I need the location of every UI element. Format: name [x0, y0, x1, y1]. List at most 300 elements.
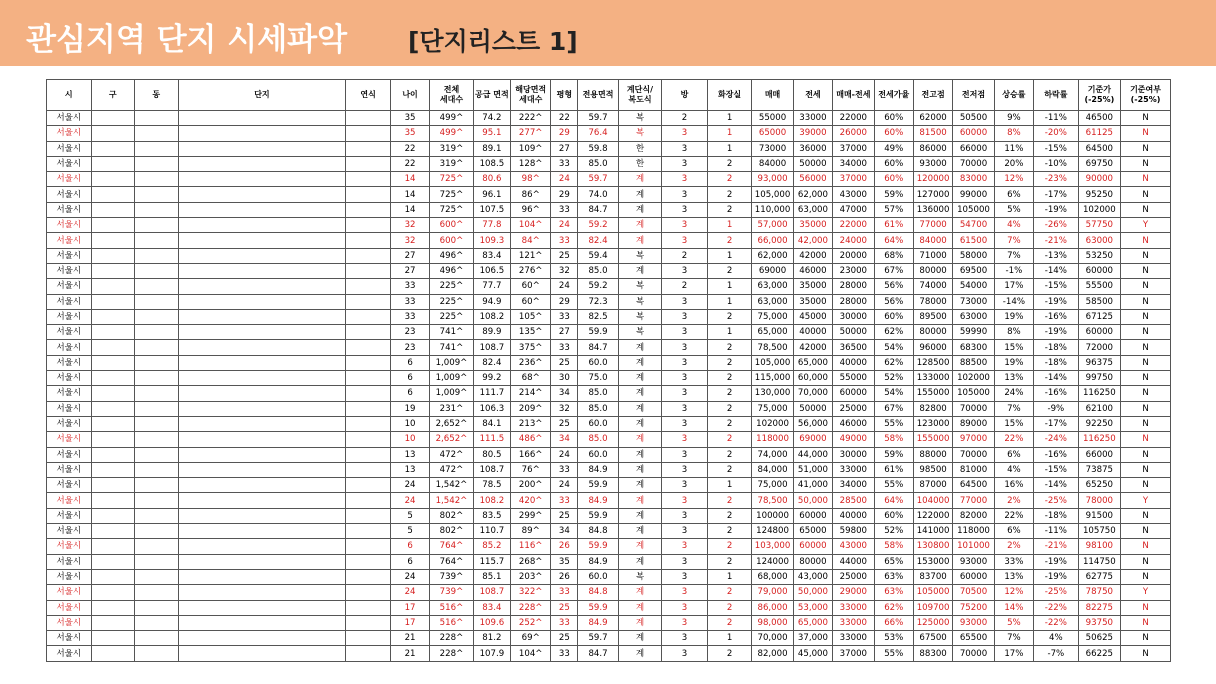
table-cell: [91, 646, 135, 661]
table-cell: 16%: [994, 478, 1033, 493]
column-header: 전용면적: [578, 80, 618, 111]
table-cell: 76.4: [578, 126, 618, 141]
table-cell: 74000: [913, 279, 952, 294]
table-cell: 85.0: [578, 432, 618, 447]
table-cell: 77000: [953, 493, 994, 508]
table-cell: 66,000: [752, 233, 793, 248]
table-cell: N: [1121, 325, 1171, 340]
table-cell: [91, 248, 135, 263]
table-cell: 37000: [833, 141, 874, 156]
table-cell: 108.7: [473, 340, 510, 355]
table-cell: 30000: [833, 447, 874, 462]
table-cell: 57750: [1078, 218, 1120, 233]
table-row: [47, 462, 1171, 477]
table-row: [47, 646, 1171, 661]
table-cell: 97000: [953, 432, 994, 447]
table-cell: 65,000: [752, 325, 793, 340]
table-cell: 2%: [994, 539, 1033, 554]
table-cell: 60000: [1078, 263, 1120, 278]
table-cell: 23: [390, 340, 429, 355]
table-cell: 108.2: [473, 493, 510, 508]
table-cell: 서울시: [47, 432, 92, 447]
table-cell: 70,000: [752, 631, 793, 646]
table-cell: [91, 508, 135, 523]
table-cell: 43,000: [793, 569, 832, 584]
table-cell: 136000: [913, 202, 952, 217]
table-cell: [135, 478, 179, 493]
table-row: [47, 340, 1171, 355]
column-header: 계단식/ 복도식: [618, 80, 662, 111]
table-cell: 82,000: [752, 646, 793, 661]
table-cell: 25: [551, 248, 578, 263]
table-cell: -21%: [1034, 233, 1079, 248]
column-header: 동: [135, 80, 179, 111]
table-cell: 50500: [953, 111, 994, 126]
table-cell: -13%: [1034, 248, 1079, 263]
table-cell: 20000: [833, 248, 874, 263]
table-cell: 105000: [953, 202, 994, 217]
table-cell: 25: [551, 600, 578, 615]
table-cell: [178, 263, 346, 278]
table-cell: 35000: [793, 218, 832, 233]
table-cell: [178, 524, 346, 539]
table-cell: 78,500: [752, 340, 793, 355]
table-cell: 96^: [511, 202, 551, 217]
table-cell: 서울시: [47, 233, 92, 248]
table-cell: 24: [390, 493, 429, 508]
table-cell: 268^: [511, 554, 551, 569]
table-cell: N: [1121, 156, 1171, 171]
table-cell: 33000: [833, 631, 874, 646]
table-cell: [91, 401, 135, 416]
table-cell: [135, 631, 179, 646]
table-cell: 3: [662, 156, 708, 171]
table-cell: 91500: [1078, 508, 1120, 523]
table-cell: 109700: [913, 600, 952, 615]
table-row: [47, 585, 1171, 600]
table-cell: 236^: [511, 355, 551, 370]
table-cell: 420^: [511, 493, 551, 508]
table-cell: 5: [390, 508, 429, 523]
table-cell: 63,000: [752, 294, 793, 309]
table-cell: 115,000: [752, 371, 793, 386]
table-cell: [178, 141, 346, 156]
table-cell: 1: [707, 248, 752, 263]
table-cell: 108.5: [473, 156, 510, 171]
table-cell: 115.7: [473, 554, 510, 569]
table-cell: [346, 447, 391, 462]
table-cell: 84.7: [578, 340, 618, 355]
table-cell: 87000: [913, 478, 952, 493]
table-cell: 85.2: [473, 539, 510, 554]
table-cell: -11%: [1034, 111, 1079, 126]
table-cell: 49%: [874, 141, 913, 156]
table-cell: 123000: [913, 416, 952, 431]
table-cell: 59.9: [578, 539, 618, 554]
column-header: 매매: [752, 80, 793, 111]
table-cell: 51,000: [793, 462, 832, 477]
table-cell: 24: [390, 585, 429, 600]
table-cell: 17: [390, 615, 429, 630]
table-cell: 65,000: [793, 615, 832, 630]
table-cell: 33: [551, 340, 578, 355]
table-cell: 213^: [511, 416, 551, 431]
table-cell: 50000: [793, 401, 832, 416]
table-cell: 3: [662, 172, 708, 187]
table-cell: 25: [551, 631, 578, 646]
table-cell: 2: [707, 462, 752, 477]
page-title: 관심지역 단지 시세파악: [26, 22, 348, 58]
column-header: 하락률: [1034, 80, 1079, 111]
table-cell: 2: [707, 263, 752, 278]
table-cell: 86^: [511, 187, 551, 202]
table-cell: [346, 539, 391, 554]
table-cell: 5%: [994, 202, 1033, 217]
table-cell: 61%: [874, 218, 913, 233]
column-header: 전세: [793, 80, 832, 111]
table-cell: [346, 386, 391, 401]
table-cell: 120000: [913, 172, 952, 187]
table-cell: 155000: [913, 386, 952, 401]
table-cell: 2: [707, 340, 752, 355]
table-cell: N: [1121, 141, 1171, 156]
table-cell: 739^: [430, 585, 474, 600]
table-body: [47, 111, 1171, 662]
table-cell: 764^: [430, 554, 474, 569]
table-cell: 472^: [430, 447, 474, 462]
table-cell: 64500: [953, 478, 994, 493]
column-header: 단지: [178, 80, 346, 111]
table-cell: [178, 355, 346, 370]
table-cell: 225^: [430, 309, 474, 324]
table-cell: 802^: [430, 508, 474, 523]
table-cell: 50000: [793, 156, 832, 171]
table-cell: 서울시: [47, 279, 92, 294]
table-cell: 58%: [874, 432, 913, 447]
table-cell: 99750: [1078, 371, 1120, 386]
table-cell: -21%: [1034, 539, 1079, 554]
table-cell: 33000: [833, 615, 874, 630]
table-cell: -24%: [1034, 432, 1079, 447]
table-row: [47, 600, 1171, 615]
table-cell: 14: [390, 202, 429, 217]
table-cell: 319^: [430, 156, 474, 171]
table-cell: 60%: [874, 126, 913, 141]
table-cell: 63%: [874, 585, 913, 600]
table-cell: 75,000: [752, 401, 793, 416]
table-cell: 33: [551, 462, 578, 477]
table-cell: 124000: [752, 554, 793, 569]
table-cell: 10: [390, 416, 429, 431]
table-cell: -18%: [1034, 508, 1079, 523]
table-row: [47, 141, 1171, 156]
table-row: [47, 371, 1171, 386]
table-cell: 105750: [1078, 524, 1120, 539]
table-cell: 319^: [430, 141, 474, 156]
table-cell: 61125: [1078, 126, 1120, 141]
table-cell: 3: [662, 493, 708, 508]
table-cell: 서울시: [47, 187, 92, 202]
table-cell: 103,000: [752, 539, 793, 554]
table-cell: 12%: [994, 585, 1033, 600]
table-cell: 73000: [953, 294, 994, 309]
table-cell: [91, 569, 135, 584]
table-cell: 68^: [511, 371, 551, 386]
table-cell: 36500: [833, 340, 874, 355]
table-cell: 43000: [833, 539, 874, 554]
table-cell: 76^: [511, 462, 551, 477]
table-cell: 68,000: [752, 569, 793, 584]
table-cell: [91, 202, 135, 217]
table-cell: [178, 478, 346, 493]
table-cell: 복: [618, 248, 662, 263]
table-cell: [178, 447, 346, 462]
table-cell: 1,009^: [430, 371, 474, 386]
table-cell: -15%: [1034, 141, 1079, 156]
table-cell: 102000: [1078, 202, 1120, 217]
table-cell: 59.9: [578, 478, 618, 493]
table-cell: 70000: [953, 156, 994, 171]
table-cell: 127000: [913, 187, 952, 202]
table-cell: 105000: [913, 585, 952, 600]
table-cell: [346, 462, 391, 477]
column-header: 매매-전세: [833, 80, 874, 111]
table-row: [47, 432, 1171, 447]
table-cell: 계: [618, 462, 662, 477]
table-cell: 67125: [1078, 309, 1120, 324]
table-cell: 222^: [511, 111, 551, 126]
table-cell: 153000: [913, 554, 952, 569]
table-cell: 30: [551, 371, 578, 386]
table-cell: 23000: [833, 263, 874, 278]
table-cell: 472^: [430, 462, 474, 477]
table-cell: 133000: [913, 371, 952, 386]
column-header: 방: [662, 80, 708, 111]
table-cell: 15%: [994, 340, 1033, 355]
table-cell: [178, 126, 346, 141]
table-cell: 62%: [874, 600, 913, 615]
table-cell: 47000: [833, 202, 874, 217]
table-cell: 74.0: [578, 187, 618, 202]
table-cell: 81.2: [473, 631, 510, 646]
table-cell: N: [1121, 233, 1171, 248]
table-cell: [135, 401, 179, 416]
table-cell: 26: [551, 539, 578, 554]
table-cell: 78750: [1078, 585, 1120, 600]
table-cell: [135, 141, 179, 156]
table-cell: 계: [618, 340, 662, 355]
table-cell: [178, 386, 346, 401]
table-cell: 60000: [953, 126, 994, 141]
table-cell: 3: [662, 233, 708, 248]
table-cell: 80.5: [473, 447, 510, 462]
table-cell: 24: [551, 218, 578, 233]
table-cell: 105,000: [752, 355, 793, 370]
table-cell: 6%: [994, 447, 1033, 462]
table-cell: [346, 218, 391, 233]
table-cell: 72000: [1078, 340, 1120, 355]
table-cell: 2: [707, 493, 752, 508]
table-cell: 서울시: [47, 569, 92, 584]
table-cell: 서울시: [47, 416, 92, 431]
table-cell: 34: [551, 524, 578, 539]
table-cell: N: [1121, 615, 1171, 630]
table-cell: 66000: [953, 141, 994, 156]
table-cell: 95250: [1078, 187, 1120, 202]
table-cell: 53%: [874, 631, 913, 646]
table-cell: 499^: [430, 126, 474, 141]
table-cell: 84.8: [578, 524, 618, 539]
table-cell: 서울시: [47, 263, 92, 278]
table-cell: 70000: [953, 401, 994, 416]
table-cell: 110.7: [473, 524, 510, 539]
table-cell: 13: [390, 447, 429, 462]
table-cell: 계: [618, 493, 662, 508]
table-cell: [178, 294, 346, 309]
table-cell: 서울시: [47, 248, 92, 263]
table-cell: 62100: [1078, 401, 1120, 416]
table-cell: 83.4: [473, 600, 510, 615]
table-cell: 69000: [793, 432, 832, 447]
table-cell: 53,000: [793, 600, 832, 615]
table-cell: 25000: [833, 569, 874, 584]
table-cell: 복: [618, 279, 662, 294]
table-cell: [135, 156, 179, 171]
table-cell: 70000: [953, 447, 994, 462]
table-cell: 135^: [511, 325, 551, 340]
table-cell: 26000: [833, 126, 874, 141]
table-cell: 서울시: [47, 371, 92, 386]
table-cell: 23: [390, 325, 429, 340]
table-cell: 44,000: [793, 447, 832, 462]
table-cell: 166^: [511, 447, 551, 462]
table-cell: 59.4: [578, 248, 618, 263]
table-cell: 2: [707, 202, 752, 217]
table-cell: 60000: [1078, 325, 1120, 340]
table-cell: 118000: [752, 432, 793, 447]
table-cell: -16%: [1034, 447, 1079, 462]
table-cell: 서울시: [47, 401, 92, 416]
table-cell: N: [1121, 524, 1171, 539]
table-cell: 6: [390, 371, 429, 386]
table-cell: 계: [618, 371, 662, 386]
table-cell: 276^: [511, 263, 551, 278]
table-cell: N: [1121, 401, 1171, 416]
table-cell: 64%: [874, 233, 913, 248]
table-cell: 2: [707, 447, 752, 462]
table-row: [47, 631, 1171, 646]
table-row: [47, 325, 1171, 340]
table-cell: 59.7: [578, 111, 618, 126]
table-cell: 78000: [1078, 493, 1120, 508]
table-cell: 75.0: [578, 371, 618, 386]
table-cell: 한: [618, 141, 662, 156]
table-cell: 84000: [752, 156, 793, 171]
table-cell: N: [1121, 202, 1171, 217]
table-cell: N: [1121, 386, 1171, 401]
table-cell: N: [1121, 340, 1171, 355]
table-cell: 2: [707, 156, 752, 171]
table-cell: 계: [618, 478, 662, 493]
table-cell: 322^: [511, 585, 551, 600]
table-cell: [135, 340, 179, 355]
table-cell: 2: [707, 386, 752, 401]
table-cell: 서울시: [47, 585, 92, 600]
table-cell: 25000: [833, 401, 874, 416]
table-cell: 2: [707, 371, 752, 386]
table-cell: 53250: [1078, 248, 1120, 263]
table-cell: 124800: [752, 524, 793, 539]
table-cell: 2: [707, 508, 752, 523]
table-cell: 2: [707, 600, 752, 615]
table-cell: 116250: [1078, 432, 1120, 447]
table-cell: [91, 493, 135, 508]
table-cell: 60%: [874, 309, 913, 324]
table-cell: 59800: [833, 524, 874, 539]
table-cell: 3: [662, 600, 708, 615]
table-cell: 13: [390, 462, 429, 477]
table-cell: 741^: [430, 340, 474, 355]
table-cell: 25: [551, 416, 578, 431]
table-cell: 60000: [953, 569, 994, 584]
table-cell: 1,542^: [430, 493, 474, 508]
table-cell: 계: [618, 554, 662, 569]
table-cell: 32: [551, 401, 578, 416]
column-header: 연식: [346, 80, 391, 111]
table-cell: 70500: [953, 585, 994, 600]
table-row: [47, 493, 1171, 508]
table-cell: 26: [551, 569, 578, 584]
table-cell: 62,000: [752, 248, 793, 263]
table-cell: -23%: [1034, 172, 1079, 187]
table-cell: 104000: [913, 493, 952, 508]
table-cell: [178, 554, 346, 569]
table-cell: [346, 615, 391, 630]
column-header: 구: [91, 80, 135, 111]
table-row: [47, 172, 1171, 187]
table-cell: [91, 233, 135, 248]
table-cell: [178, 416, 346, 431]
table-cell: 39000: [793, 126, 832, 141]
table-row: [47, 478, 1171, 493]
table-cell: 63,000: [752, 279, 793, 294]
table-cell: 84.8: [578, 585, 618, 600]
table-cell: [346, 156, 391, 171]
table-cell: 59990: [953, 325, 994, 340]
table-cell: 63%: [874, 569, 913, 584]
table-cell: 68300: [953, 340, 994, 355]
table-cell: 60.0: [578, 569, 618, 584]
table-header-row: [47, 80, 1171, 111]
table-cell: 65000: [752, 126, 793, 141]
table-cell: 110,000: [752, 202, 793, 217]
table-cell: 499^: [430, 111, 474, 126]
table-cell: 29000: [833, 585, 874, 600]
table-cell: 58000: [953, 248, 994, 263]
table-cell: [91, 111, 135, 126]
table-cell: 33: [551, 202, 578, 217]
table-cell: 54700: [953, 218, 994, 233]
table-cell: 8%: [994, 126, 1033, 141]
table-cell: [178, 631, 346, 646]
table-cell: 33: [390, 279, 429, 294]
table-cell: 24000: [833, 233, 874, 248]
table-cell: [178, 569, 346, 584]
table-cell: 54000: [953, 279, 994, 294]
table-cell: 5: [390, 524, 429, 539]
table-cell: 9%: [994, 111, 1033, 126]
table-cell: -25%: [1034, 493, 1079, 508]
